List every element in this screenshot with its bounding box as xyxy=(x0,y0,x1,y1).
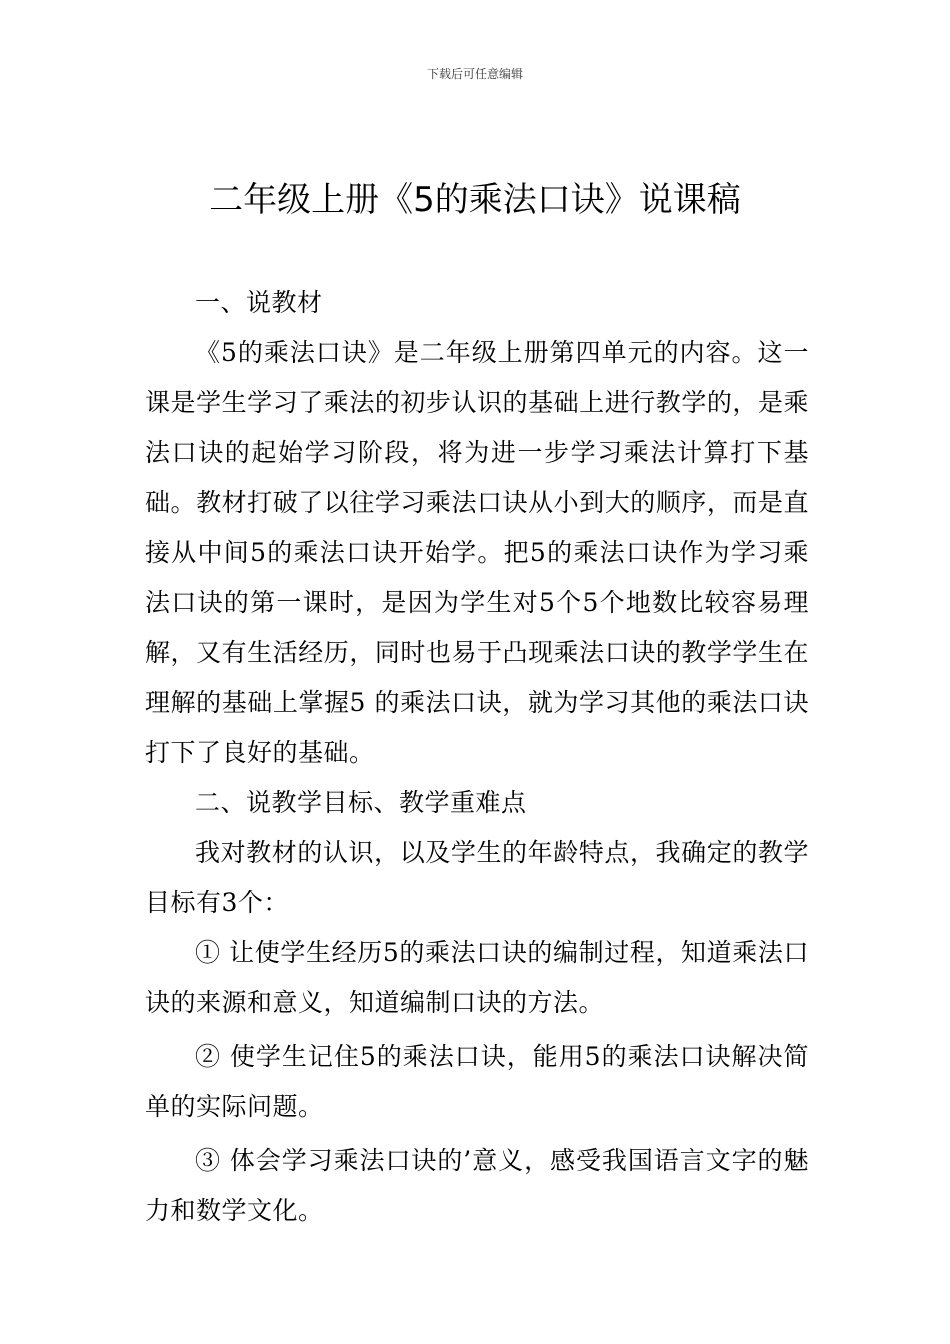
document-title: 二年级上册《5的乘法口诀》说课稿 xyxy=(209,180,741,220)
section-1-heading: 一、说教材 xyxy=(195,288,323,317)
goal-item-3: ③ 体会学习乘法口诀的’意义，感受我国语言文字的魅力和数学文化。 xyxy=(145,1146,809,1225)
goal-item-1: ① 让使学生经历5的乘法口诀的编制过程，知道乘法口诀的来源和意义，知道编制口诀的方法。 xyxy=(145,938,809,1017)
section-2-heading: 二、说教学目标、教学重难点 xyxy=(195,788,527,817)
header-note: 下载后可任意编辑 xyxy=(426,67,523,81)
section-2-paragraph: 我对教材的认识，以及学生的年龄特点，我确定的教学目标有3个： xyxy=(145,838,809,917)
document-body xyxy=(145,278,809,1240)
goal-item-2: ② 使学生记住5的乘法口诀，能用5的乘法口诀解决简单的实际问题。 xyxy=(145,1042,809,1121)
section-1-paragraph: 《5的乘法口诀》是二年级上册第四单元的内容。这一课是学生学习了乘法的初步认识的基础上进行教学的，是乘法口诀的起始学习阶段，将为进一步学习乘法计算打下基础。教材打破了以往学习乘法口诀从小到大的顺序，而是直接从中间5的乘法口诀开始学。把5的乘法口诀作为学习乘法口诀的第一课时，是因为学生对5个5个地数比较容易理解，又有生活经历，同时也易于凸现乘法口诀的教学学生在理解的基础上掌握5 的乘法口诀，就为学习其他的乘法口诀打下了良好的基础。 xyxy=(145,338,809,767)
